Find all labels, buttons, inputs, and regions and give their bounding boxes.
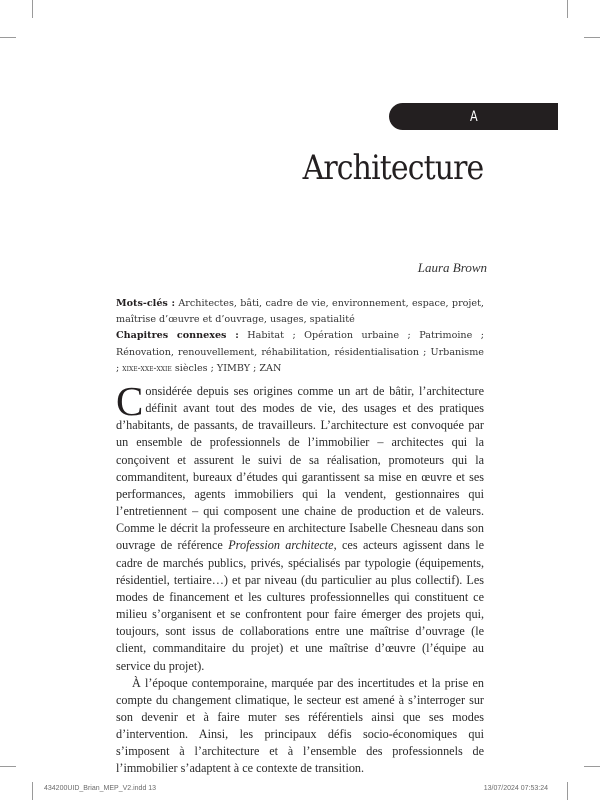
page-title: Architecture bbox=[302, 148, 483, 188]
paragraph-2: À l’époque contemporaine, marquée par des incertitudes et la prise en compte du changement climatique, le secteur est amené à s’interroger sur son devenir et à faire muter ses référentiels ainsi que ses modes d’intervention. Ainsi, les principaux défis socio-économiques qui s’imposent à l’architecture et à l’ensemble des professionnels de l’immobilier s’adaptent à ce contexte de transition. bbox=[116, 675, 484, 776]
related-chapters bbox=[116, 328, 484, 377]
crop-mark-top-left-h bbox=[0, 37, 16, 38]
chapter-letter: A bbox=[469, 108, 478, 125]
drop-cap: C bbox=[116, 378, 144, 424]
author-name: Laura Brown bbox=[417, 260, 487, 275]
related-chapters-text-end: siècles ; YIMBY ; ZAN bbox=[174, 362, 282, 374]
crop-mark-bottom-right-h bbox=[584, 766, 600, 767]
crop-mark-bottom-left-h bbox=[0, 766, 16, 767]
chapter-metadata bbox=[116, 296, 484, 377]
related-chapters-label: Chapitres connexes : bbox=[116, 330, 239, 342]
related-chapters-text: Habitat ; Opération urbaine ; Patrimoine ; Rénovation, renouvellement, réhabilitation, résidentialisation ; Urbanisme ; bbox=[116, 330, 484, 374]
article-body bbox=[116, 378, 484, 778]
crop-mark-top-right-h bbox=[584, 37, 600, 38]
paragraph-1-end: , ces acteurs agissent dans le cadre de marchés publics, privés, spécialisés par typologie (équipements, résidentiel, tertiaire…) et par niveau (du particulier au plus collectif). Les modes de financement et les cultures professionnelles qui constituent ce milieu s’organisent et se confrontent pour faire émerger des projets qui, toujours, sont issus de collaborations entre une maîtrise d’ouvrage (le client, commanditaire du projet) et une maîtrise d’œuvre (l’équipe au service du projet). bbox=[116, 538, 484, 673]
footer-file-info: 434200UID_Brian_MEP_V2.indd 13 bbox=[44, 785, 157, 792]
chapter-letter-tab bbox=[389, 103, 558, 130]
book-title: Profession architecte bbox=[228, 538, 334, 553]
keywords-text: Architectes, bâti, cadre de vie, environnement, espace, projet, maîtrise d’œuvre et d’ouvrage, usages, spatialité bbox=[116, 298, 484, 326]
paragraph-1-start: onsidérée depuis ses origines comme un art de bâtir, l’architecture définit avant tout des modes de vie, des usages et des pratiques d’habitants, de passants, de travailleurs. L’architecture est convoquée par un ensemble de professionnels de l’immobilier – architectes qui la conçoivent et assurent le suivi de sa réalisation, promoteurs qui la commanditent, bureaux d’études qui garantissent sa mise en œuvre et ses performances, agents immobiliers qui la vendent, gestionnaires qui l’entretiennent – qui composent une chaine de production et de valeurs. Comme le décrit la professeure en architecture Isabelle Chesneau dans son ouvrage de référence bbox=[116, 384, 484, 553]
crop-mark-bottom-left bbox=[32, 782, 33, 800]
keywords bbox=[116, 296, 484, 328]
crop-mark-top-right bbox=[567, 0, 568, 18]
keywords-label: Mots-clés : bbox=[116, 298, 176, 309]
paragraph-1 bbox=[116, 378, 484, 675]
crop-mark-bottom-right bbox=[567, 782, 568, 800]
crop-mark-top-left bbox=[32, 0, 33, 18]
footer-timestamp: 13/07/2024 07:53:24 bbox=[483, 785, 548, 792]
related-chapters-centuries: xixe-xxe-xxie bbox=[122, 363, 172, 374]
